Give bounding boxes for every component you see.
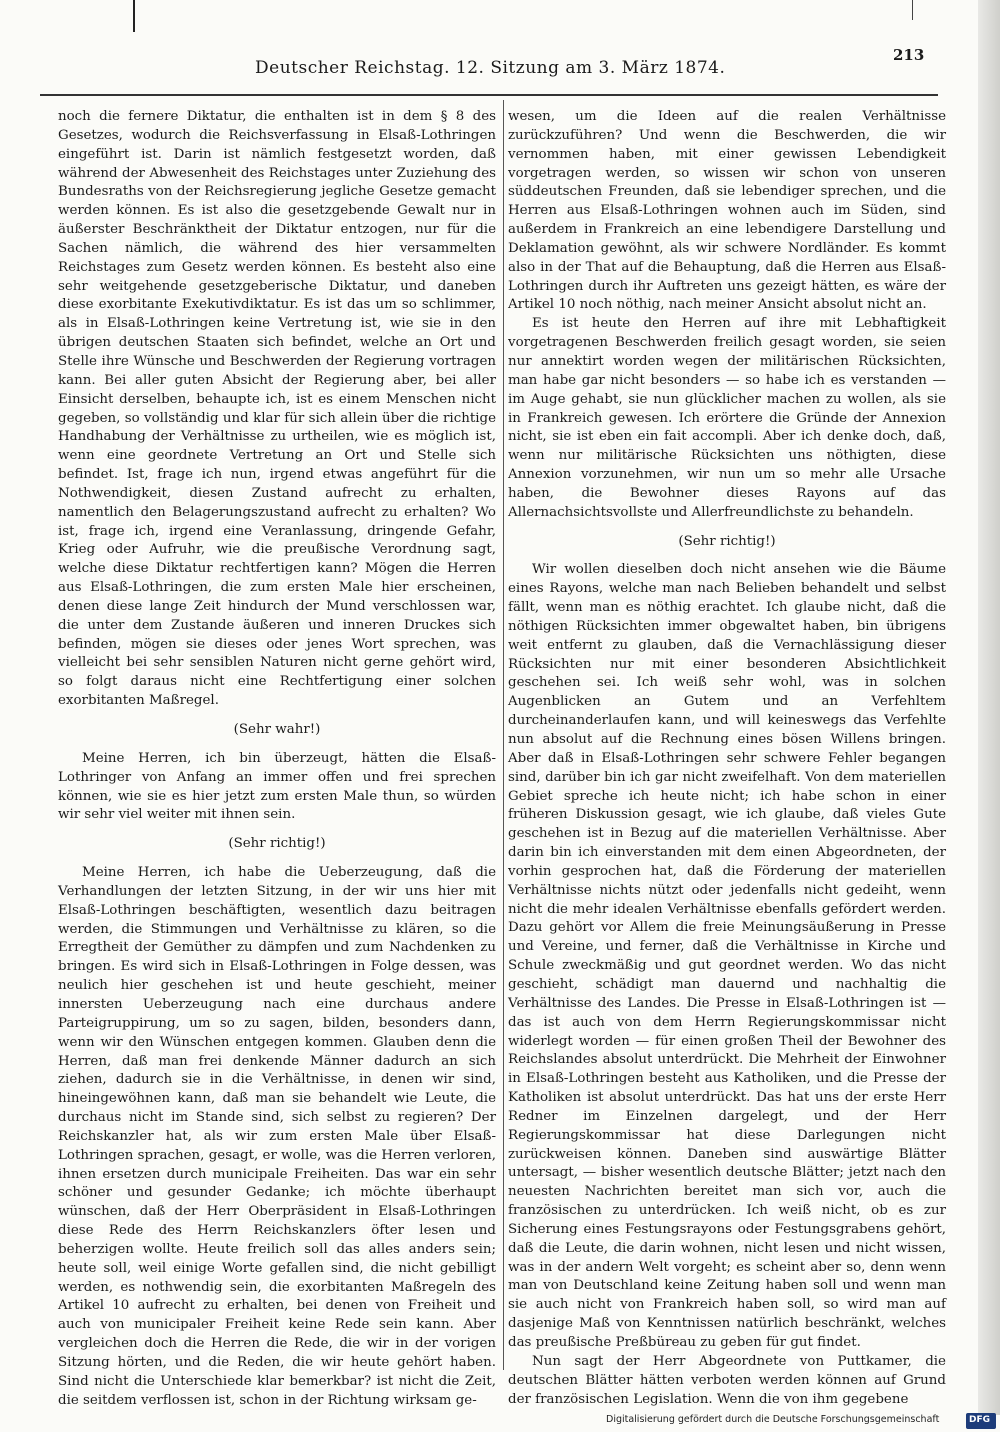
scan-mark bbox=[912, 0, 913, 20]
paragraph: wesen, um die Ideen auf die realen Verhältnisse zurückzuführen? Und wenn die Beschwerden, die wir vernommen haben, mit einer gewissen Lebendigkeit vorgetragen werden, so wissen wir schon von unseren süddeutschen Freunden, daß sie lebendiger sprechen, und die Herren aus Elsaß-Lothringen wohnen auch im Süden, sind außerdem in Frankreich an eine lebendigere Darstellung und Deklamation gewöhnt, als wir schwere Nordländer. Es kommt also in der That auf die Behauptung, daß die Herren aus Elsaß-Lothringen durch ihr Auftreten uns gezeigt hätten, es wäre der Artikel 10 noch nöthig, nach meiner Ansicht absolut nicht an. bbox=[508, 109, 946, 313]
page-edge-shadow bbox=[978, 0, 1000, 1415]
scan-mark bbox=[133, 0, 135, 32]
paragraph: Meine Herren, ich bin überzeugt, hätten die Elsaß-Lothringer von Anfang an immer offen und frei sprechen können, wie sie es hier jetzt zum ersten Male thun, so würden wir sehr viel weiter mit ihnen sein. bbox=[58, 750, 496, 823]
page-number: 213 bbox=[893, 46, 925, 64]
dfg-logo bbox=[966, 1413, 996, 1429]
paragraph: Meine Herren, ich habe die Ueberzeugung, daß die Verhandlungen der letzten Sitzung, in der wir uns hier mit Elsaß-Lothringen beschäftigten, wesentlich dazu beitragen werden, die Stimmungen und Verhältnisse zu klären, so die Erregtheit der Gemüther zu dämpfen und zum Nachdenken zu bringen. Es wird sich in Elsaß-Lothringen in Folge dessen, was neulich hier geschehen ist und heute geschieht, meiner innersten Ueberzeugung nach eine durchaus andere Parteigruppirung, um so zu sagen, bilden, besonders dann, wenn wir den Wünschen entgegen kommen. Glauben denn die Herren, daß man frei denkende Männer dadurch an sich ziehen, dadurch sie in die Verhältnisse, in denen wir sind, hineingewöhnen kann, daß man sie behandelt wie Leute, die durchaus nicht im Stande sind, sich selbst zu regieren? Der Reichskanzler hat, als wir zum ersten Male über Elsaß-Lothringen sprachen, gesagt, er wolle, was die Herren verloren, ihnen ersetzen durch municipale Freiheiten. Das war ein sehr schöner und gesunder Gedanke; ich möchte überhaupt wünschen, daß der Herr Oberpräsident in Elsaß-Lothringen diese Rede des Herrn Reichskanzlers öfter lesen und beherzigen wollte. Heute freilich soll das alles anders sein; heute soll, weil einige Worte gefallen sind, die nicht gebilligt werden, es nothwendig sein, die exorbitanten Maßregeln des Artikel 10 aufrecht zu erhalten, bei denen von Freiheit und auch von municipaler Freiheit keine Rede sein kann. Aber vergleichen doch die Herren die Rede, die wir in der vorigen Sitzung hörten, und die Reden, die wir heute gehört haben. Sind nicht die Unterschiede klar bemerkbar? ist nicht die Zeit, die seitdem verflossen ist, schon in der Richtung wirksam ge- bbox=[58, 865, 496, 1408]
paragraph: Wir wollen dieselben doch nicht ansehen wie die Bäume eines Rayons, welche man nach Belieben behandelt und selbst fällt, wenn man es nöthig erachtet. Ich glaube nicht, daß die nöthigen Rücksichten immer obgewaltet haben, bin übrigens weit entfernt zu glauben, daß die Vernachlässigung dieser Rücksichten nur mit einer besonderen Absichtlichkeit geschehen sei. Ich weiß sehr wohl, was in solchen Augenblicken an Gutem und an Verfehltem durcheinanderlaufen kann, und will keineswegs das Verfehlte nun absolut auf die Rechnung eines bösen Willens bringen. Aber daß in Elsaß-Lothringen sehr schwere Fehler begangen sind, darüber bin ich gar nicht zweifelhaft. Von dem materiellen Gebiet spreche ich heute nicht; ich habe schon in einer früheren Diskussion gesagt, wie ich glaube, daß vieles Gute geschehen ist in Bezug auf die materiellen Verhältnisse. Aber darin bin ich einverstanden mit dem einen Abgeordneten, der vorhin gesprochen hat, daß die Förderung der materiellen Verhältnisse nichts nützt oder jedenfalls nicht gedeiht, wenn nicht die mehr idealen Verhältnisse ebenfalls gefördert werden. Dazu gehört vor Allem die freie Meinungsäußerung in Presse und Vereine, und ferner, daß die Verhältnisse in Kirche und Schule zweckmäßig und gut geordnet werden. Wo das nicht geschieht, schädigt man dauernd und nachhaltig die Verhältnisse des Landes. Die Presse in Elsaß-Lothringen ist — das ist auch von dem Herrn Regierungskommissar nicht widerlegt worden — für einen großen Theil der Bewohner des Reichslandes absolut unterdrückt. Die Mehrheit der Einwohner in Elsaß-Lothringen besteht aus Katholiken, und die Presse der Katholiken ist absolut unterdrückt. Das hat uns der erste Herr Redner im Einzelnen dargelegt, und der Herr Regierungskommissar hat diese Darlegungen nicht zurückweisen können. Daneben sind auswärtige Blätter untersagt, — bisher wesentlich deutsche Blätter; jetzt nach den neuesten Nachrichten bereitet man sich vor, auch die französischen zu unterdrücken. Ich weiß nicht, ob es zur Sicherung eines Festungsrayons oder Festungsgrabens gehört, daß die Leute, die darin wohnen, nicht lesen und nicht wissen, was in der andern Welt vorgeht; es scheint aber so, denn wenn man von Deutschland keine Zeitung haben soll und wenn man sie auch nicht von Frankreich haben soll, so wird man auf dasjenige Maß von Kenntnissen natürlich beschränkt, welches das preußische Preßbüreau zu geben für gut findet. bbox=[508, 562, 946, 1350]
paragraph: Nun sagt der Herr Abgeordnete von Puttkamer, die deutschen Blätter hätten verboten werden können auf Grund der französischen Legislation. Wenn die von ihm gegebene bbox=[508, 1353, 946, 1407]
interjection: (Sehr richtig!) bbox=[228, 836, 326, 852]
digitization-credit: Digitalisierung gefördert durch die Deutsche Forschungsgemeinschaft bbox=[606, 1414, 940, 1425]
interjection: (Sehr wahr!) bbox=[233, 722, 321, 737]
paragraph: noch die fernere Diktatur, die enthalten ist in dem § 8 des Gesetzes, wodurch die Reichsverfassung in Elsaß-Lothringen eingeführt ist. Darin ist nämlich festgesetzt worden, daß während der Abwesenheit des Reichstages unter Zuziehung des Bundesraths von der Reichsregierung jegliche Gesetze gemacht werden können. Es ist also die gesetzgebende Gewalt nur in äußerster Beschränktheit der Diktatur entzogen, nur für die Sachen nämlich, die während des hier versammelten Reichstages zum Gesetz werden können. Es besteht also eine sehr weitgehende gesetzgeberische Diktatur, und daneben diese exorbitante Exekutivdiktatur. Es ist das um so schlimmer, als in Elsaß-Lothringen keine Vertretung ist, wie sie in den übrigen deutschen Staaten sich befindet, welche an Ort und Stelle ihre Wünsche und Beschwerden der Regierung vortragen kann. Bei aller guten Absicht der Regierung aber, bei aller Einsicht derselben, behaupte ich, ist es einem Menschen nicht gegeben, so vollständig und klar für sich allein über die richtige Handhabung der Verhältnisse zu urtheilen, wie es möglich ist, wenn eine geordnete Vertretung an Ort und Stelle sich befindet. Ist, frage ich nun, irgend etwas angeführt für die Nothwendigkeit, diesen Zustand aufrecht zu erhalten, namentlich den Belagerungszustand aufrecht zu erhalten? Wo ist, frage ich, irgend eine Veranlassung, dringende Gefahr, Krieg oder Aufruhr, wie die preußische Verordnung sagt, welche diese Diktatur rechtfertigen kann? Mögen die Herren aus Elsaß-Lothringen, die zum ersten Male hier erscheinen, denen diese lange Zeit hindurch der Mund verschlossen war, die unter dem Zustande äußeren und inneren Druckes sich befinden, mögen sie dieses oder jenes Wort sprechen, was vielleicht bei sehr sensiblen Naturen nicht gerne gehört wird, so folgt daraus nicht eine Rechtfertigung einer solchen exorbitanten Maßregel. bbox=[58, 109, 496, 709]
left-column bbox=[58, 108, 496, 1408]
running-header: Deutscher Reichstag. 12. Sitzung am 3. März 1874. bbox=[255, 58, 726, 78]
dfg-logo-text: DFG bbox=[969, 1415, 991, 1425]
column-divider bbox=[503, 100, 504, 1370]
right-column bbox=[508, 108, 946, 1407]
header-rule bbox=[40, 94, 938, 96]
interjection: (Sehr richtig!) bbox=[678, 533, 776, 549]
paragraph: Es ist heute den Herren auf ihre mit Lebhaftigkeit vorgetragenen Beschwerden freilich gesagt worden, sie seien nur annektirt worden wegen der militärischen Rücksichten, man habe gar nicht besonders — so habe ich es verstanden — im Auge gehabt, sie nun glücklicher machen zu wollen, als sie in Frankreich gewesen. Ich erörtere die Gründe der Annexion nicht, sie ist eben ein fait accompli. Aber ich denke doch, daß, wenn nur militärische Rücksichten uns nöthigten, diese Annexion vorzunehmen, wir nun um so mehr alle Ursache haben, die Bewohner dieses Rayons auf das Allernachsichtsvollste und Allerfreundlichste zu behandeln. bbox=[508, 316, 946, 520]
